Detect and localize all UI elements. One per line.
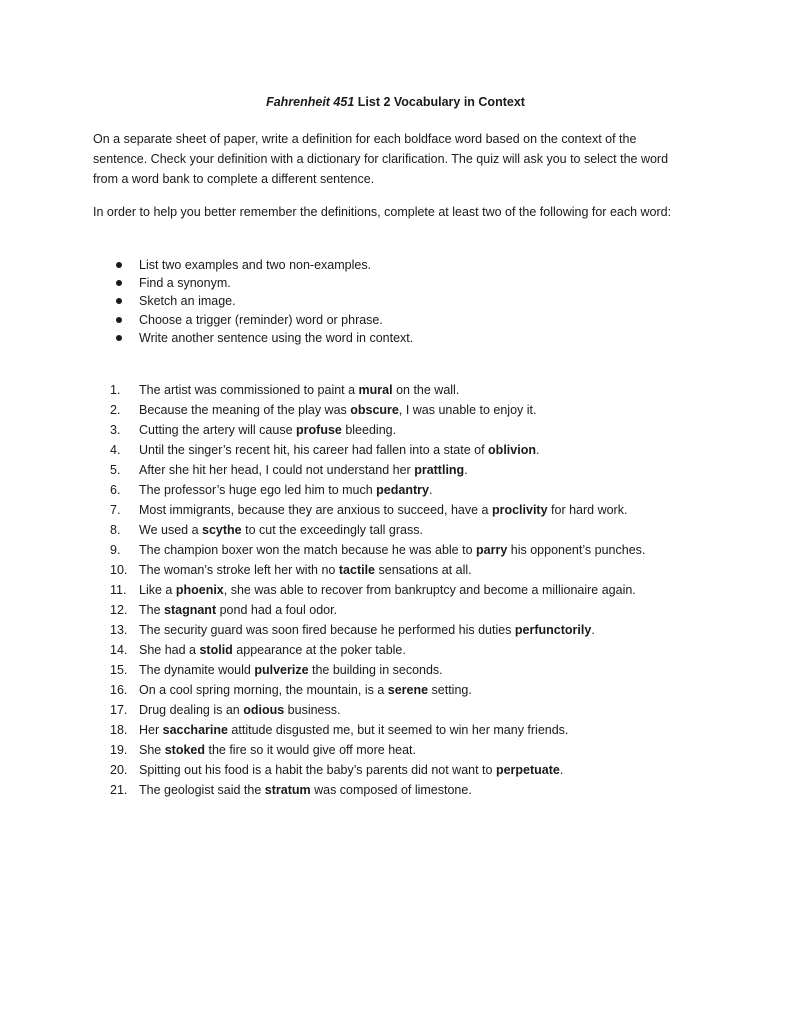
vocab-number: 2. xyxy=(110,403,121,417)
vocab-word: proclivity xyxy=(491,503,548,517)
sentence-before: The xyxy=(139,603,165,617)
sentence-after: sensations at all. xyxy=(375,563,472,577)
list-item: Write another sentence using the word in context. xyxy=(113,329,413,347)
vocab-word: pedantry xyxy=(376,483,429,497)
sentence-after: for hard work. xyxy=(547,503,628,517)
vocab-number: 17. xyxy=(110,703,128,717)
vocab-item xyxy=(110,660,645,680)
sentence-before: The woman’s stroke left her with no xyxy=(139,563,339,577)
vocab-number: 5. xyxy=(110,463,121,477)
sentence-after: appearance at the poker table. xyxy=(232,643,406,657)
sentence-after: pond had a foul odor. xyxy=(216,603,338,617)
vocab-number: 8. xyxy=(110,523,121,537)
vocab-number: 11. xyxy=(110,583,127,597)
vocab-item xyxy=(110,760,645,780)
vocab-number: 12. xyxy=(110,603,128,617)
sentence-before: Because the meaning of the play was xyxy=(139,403,351,417)
vocab-item xyxy=(110,420,645,440)
vocab-item xyxy=(110,600,645,620)
sentence-before: Spitting out his food is a habit the baby’s parents did not want to xyxy=(139,763,496,777)
vocab-item xyxy=(110,380,645,400)
sentence-before: The professor’s huge ego led him to much xyxy=(139,483,377,497)
vocab-item xyxy=(110,460,645,480)
vocab-number: 20. xyxy=(110,763,128,777)
sentence-before: The security guard was soon fired because he performed his duties xyxy=(139,623,515,637)
vocab-word: perpetuate xyxy=(495,763,560,777)
vocab-word: pulverize xyxy=(254,663,309,677)
sentence-before: Her xyxy=(139,723,163,737)
sentence-after: setting. xyxy=(428,683,472,697)
sentence-before: Most immigrants, because they are anxious to succeed, have a xyxy=(139,503,492,517)
sentence-after: bleeding. xyxy=(341,423,397,437)
vocab-number: 21. xyxy=(110,783,128,797)
vocab-word: stoked xyxy=(164,743,206,757)
vocab-number: 3. xyxy=(110,423,121,437)
vocab-word: odious xyxy=(243,703,285,717)
vocab-item xyxy=(110,740,645,760)
sentence-after: . xyxy=(464,463,468,477)
sentence-before: She had a xyxy=(139,643,200,657)
sentence-before: Drug dealing is an xyxy=(139,703,244,717)
sentence-after: . xyxy=(535,443,540,457)
bullet-icon xyxy=(116,335,122,341)
bullet-icon xyxy=(116,317,122,323)
vocab-item xyxy=(110,540,645,560)
sentence-after: business. xyxy=(284,703,341,717)
list-item: Find a synonym. xyxy=(113,274,413,292)
vocab-number: 18. xyxy=(110,723,128,737)
sentence-after: , she was able to recover from bankruptcy and become a millionaire again. xyxy=(223,583,636,597)
vocab-item xyxy=(110,780,645,800)
vocab-number: 6. xyxy=(110,483,121,497)
sentence-after: attitude disgusted me, but it seemed to win her many friends. xyxy=(227,723,569,737)
vocab-word: scythe xyxy=(202,523,242,537)
vocab-number: 4. xyxy=(110,443,121,457)
vocab-word: profuse xyxy=(296,423,342,437)
sentence-after: . xyxy=(559,763,564,777)
sentence-before: On a cool spring morning, the mountain, is a xyxy=(139,683,388,697)
bullet-icon xyxy=(116,262,122,268)
vocab-number: 13. xyxy=(110,623,128,637)
sentence-before: After she hit her head, I could not understand her xyxy=(139,463,415,477)
sentence-after: the building in seconds. xyxy=(308,663,443,677)
vocab-number: 16. xyxy=(110,683,128,697)
vocab-word: stratum xyxy=(264,783,311,797)
activity-list xyxy=(113,256,413,347)
vocab-number: 7. xyxy=(110,503,121,517)
vocab-word: parry xyxy=(476,543,508,557)
vocab-word: tactile xyxy=(338,563,376,577)
vocab-number: 9. xyxy=(110,543,121,557)
sentence-after: his opponent’s punches. xyxy=(507,543,646,557)
page-title xyxy=(0,95,791,109)
sentence-before: We used a xyxy=(139,523,203,537)
list-item: Sketch an image. xyxy=(113,292,413,310)
list-item: List two examples and two non-examples. xyxy=(113,256,413,274)
vocab-item xyxy=(110,440,645,460)
vocab-word: mural xyxy=(358,383,393,397)
vocab-number: 14. xyxy=(110,643,128,657)
vocab-item xyxy=(110,700,645,720)
vocab-item xyxy=(110,680,645,700)
sentence-after: to cut the exceedingly tall grass. xyxy=(241,523,423,537)
sentence-before: She xyxy=(139,743,165,757)
bullet-icon xyxy=(116,280,122,286)
vocab-item xyxy=(110,520,645,540)
bullet-icon xyxy=(116,298,122,304)
sentence-before: The artist was commissioned to paint a xyxy=(139,383,359,397)
vocab-item xyxy=(110,640,645,660)
vocab-word: obscure xyxy=(350,403,399,417)
vocab-item xyxy=(110,500,645,520)
vocabulary-list xyxy=(110,380,645,800)
vocab-number: 10. xyxy=(110,563,128,577)
vocab-word: saccharine xyxy=(162,723,228,737)
sentence-after: was composed of limestone. xyxy=(310,783,472,797)
sentence-before: Until the singer’s recent hit, his career had fallen into a state of xyxy=(139,443,489,457)
vocab-word: oblivion xyxy=(488,443,536,457)
vocab-word: stagnant xyxy=(164,603,217,617)
vocab-item xyxy=(110,620,645,640)
vocab-item xyxy=(110,720,645,740)
vocab-number: 1. xyxy=(110,383,121,397)
vocab-word: phoenix xyxy=(175,583,224,597)
book-title: Fahrenheit 451 xyxy=(266,95,355,109)
vocab-word: prattling xyxy=(414,463,465,477)
sentence-after: the fire so it would give off more heat. xyxy=(205,743,417,757)
vocab-word: stolid xyxy=(199,643,233,657)
sentence-after: , I was unable to enjoy it. xyxy=(398,403,537,417)
sentence-before: The geologist said the xyxy=(139,783,265,797)
title-rest: List 2 Vocabulary in Context xyxy=(354,95,525,109)
vocab-number: 15. xyxy=(110,663,128,677)
list-item: Choose a trigger (reminder) word or phrase. xyxy=(113,311,413,329)
sentence-after: . xyxy=(428,483,433,497)
vocab-item xyxy=(110,400,645,420)
help-paragraph: In order to help you better remember the definitions, complete at least two of the following for each word: xyxy=(93,205,672,219)
vocab-item xyxy=(110,560,645,580)
vocab-word: perfunctorily xyxy=(514,623,592,637)
sentence-before: The champion boxer won the match because he was able to xyxy=(139,543,477,557)
vocab-number: 19. xyxy=(110,743,128,757)
sentence-before: Like a xyxy=(139,583,176,597)
sentence-before: The dynamite would xyxy=(139,663,255,677)
instructions-paragraph: On a separate sheet of paper, write a definition for each boldface word based on the context of the sentence. Check your definition with a dictionary for clarification. The quiz will ask you to select the word from a word bank to complete a different sentence. xyxy=(93,132,669,186)
vocab-word: serene xyxy=(387,683,429,697)
sentence-after: . xyxy=(591,623,595,637)
vocab-item xyxy=(110,480,645,500)
sentence-before: Cutting the artery will cause xyxy=(139,423,297,437)
sentence-after: on the wall. xyxy=(392,383,460,397)
vocab-item xyxy=(110,580,645,600)
